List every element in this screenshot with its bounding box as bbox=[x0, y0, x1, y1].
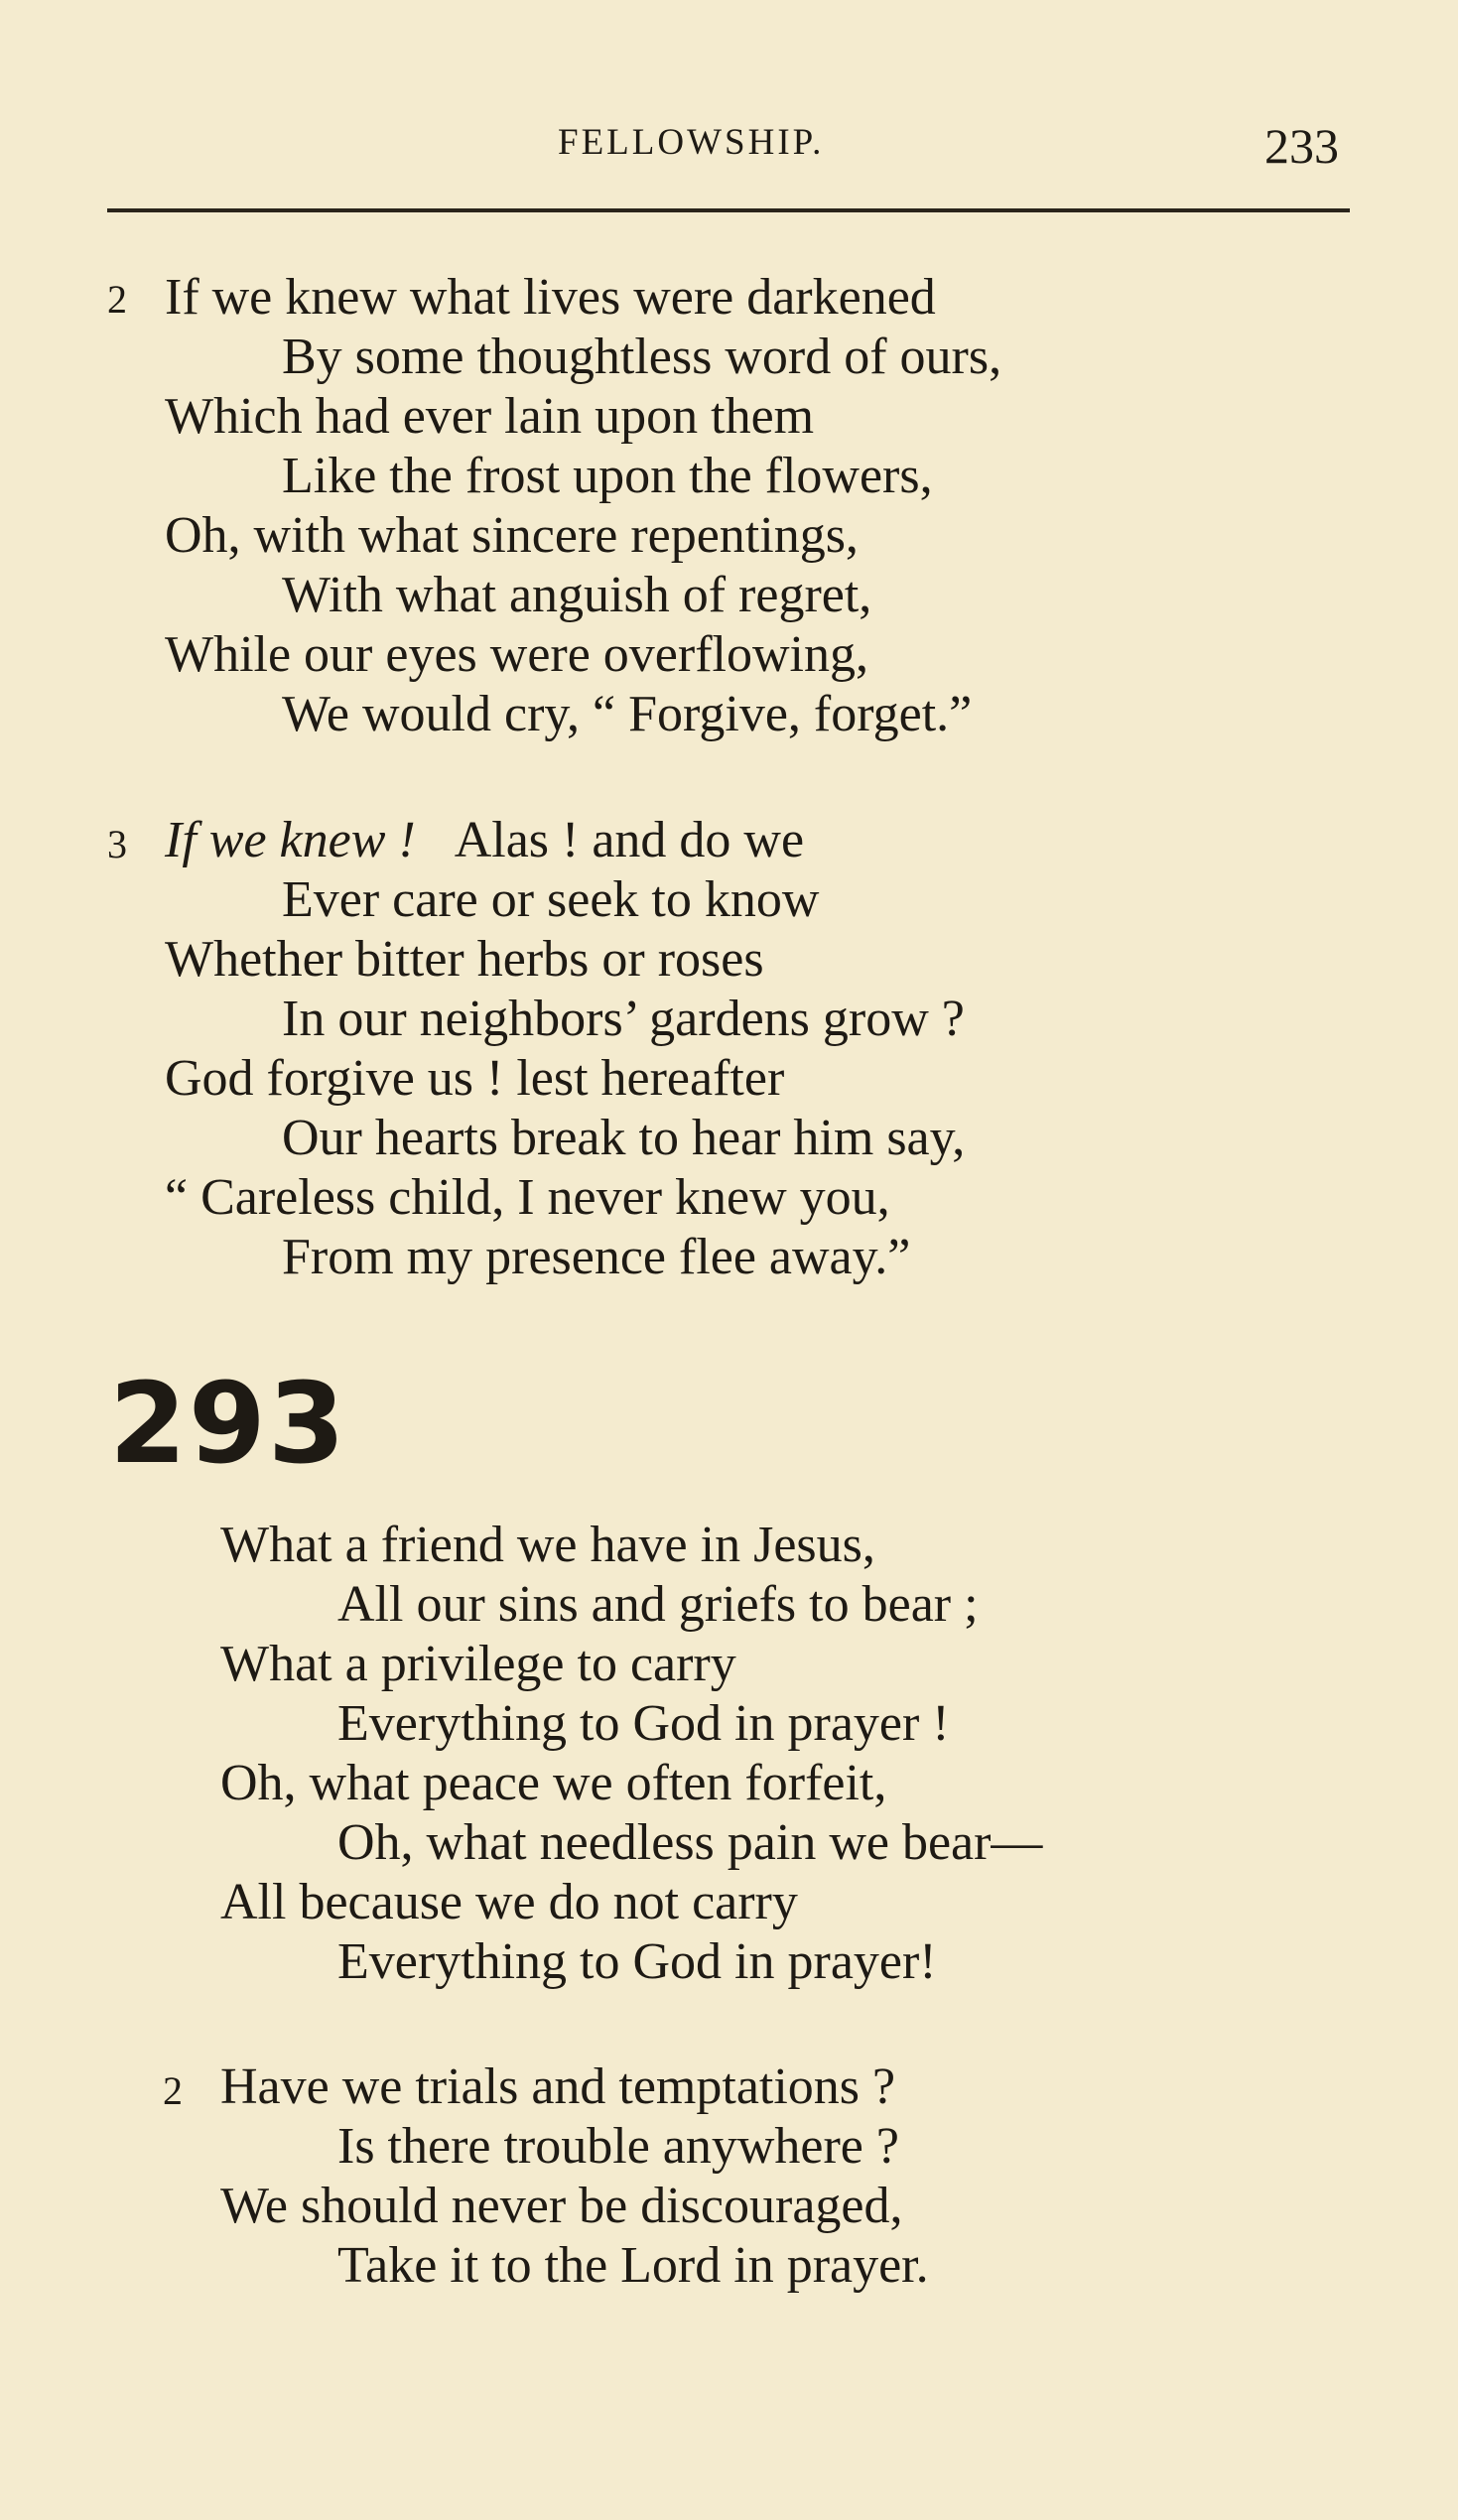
verse-line: Everything to God in prayer ! bbox=[337, 1695, 950, 1752]
hymn-number: 293 bbox=[109, 1360, 347, 1489]
verse-line: Have we trials and temptations ? bbox=[220, 2058, 896, 2115]
opening-rest: Alas ! and do we bbox=[454, 812, 805, 868]
verse-line: Oh, what peace we often forfeit, bbox=[220, 1755, 887, 1811]
verse-line: Take it to the Lord in prayer. bbox=[337, 2237, 929, 2294]
verse-line: We would cry, “ Forgive, forget.” bbox=[282, 686, 973, 742]
section-title: FELLOWSHIP. bbox=[558, 122, 825, 163]
stanza-number: 3 bbox=[107, 822, 127, 866]
verse-line: We should never be discouraged, bbox=[220, 2178, 903, 2234]
verse-line: All our sins and griefs to bear ; bbox=[337, 1576, 979, 1633]
page-number: 233 bbox=[1264, 118, 1339, 174]
verse-line: Which had ever lain upon them bbox=[165, 388, 815, 445]
verse-line-first bbox=[165, 811, 804, 870]
verse-line: All because we do not carry bbox=[220, 1874, 798, 1930]
verse-line: If we knew what lives were darkened bbox=[165, 269, 936, 326]
verse-line: God forgive us ! lest hereafter bbox=[165, 1050, 785, 1107]
verse-line: By some thoughtless word of ours, bbox=[282, 329, 1002, 385]
verse-line: Ever care or seek to know bbox=[282, 871, 820, 928]
verse-line: Oh, what needless pain we bear— bbox=[337, 1814, 1043, 1871]
verse-line: While our eyes were overflowing, bbox=[165, 626, 868, 683]
verse-line: “ Careless child, I never knew you, bbox=[165, 1169, 890, 1226]
verse-line: Like the frost upon the flowers, bbox=[282, 448, 933, 504]
verse-line: From my presence flee away.” bbox=[282, 1229, 911, 1285]
italic-opening: If we knew ! bbox=[165, 812, 416, 868]
running-head bbox=[0, 118, 1458, 181]
verse-line: With what anguish of regret, bbox=[282, 567, 872, 623]
header-rule bbox=[107, 208, 1350, 212]
verse-line: Whether bitter herbs or roses bbox=[165, 931, 764, 988]
verse-line: What a friend we have in Jesus, bbox=[220, 1517, 875, 1573]
verse-line: Is there trouble anywhere ? bbox=[337, 2118, 899, 2175]
verse-line: What a privilege to carry bbox=[220, 1636, 736, 1692]
stanza-number: 2 bbox=[107, 277, 127, 322]
verse-line: Oh, with what sincere repentings, bbox=[165, 507, 859, 564]
verse-line: Everything to God in prayer! bbox=[337, 1933, 937, 1990]
stanza-number: 2 bbox=[163, 2068, 183, 2113]
verse-line: In our neighbors’ gardens grow ? bbox=[282, 991, 965, 1047]
verse-line: Our hearts break to hear him say, bbox=[282, 1110, 966, 1166]
